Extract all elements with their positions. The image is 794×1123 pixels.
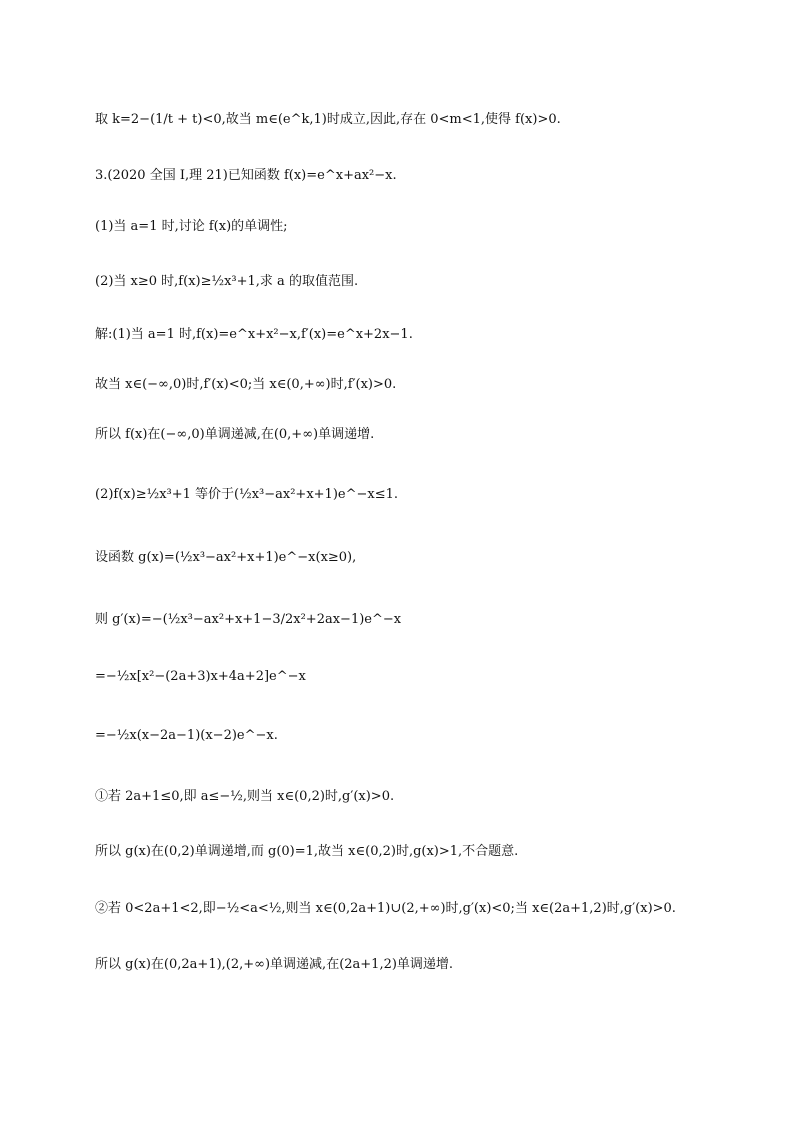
text-line: 解:(1)当 a=1 时,f(x)=e^x+x²−x,f′(x)=e^x+2x−1. (95, 327, 413, 342)
text-line: ①若 2a+1≤0,即 a≤−½,则当 x∈(0,2)时,g′(x)>0. (95, 789, 395, 804)
text-line: 取 k=2−(1/t + t)<0,故当 m∈(e^k,1)时成立,因此,存在 0<m<1,使得 f(x)>0. (95, 112, 561, 127)
text-line: 所以 g(x)在(0,2a+1),(2,+∞)单调递减,在(2a+1,2)单调递增. (95, 957, 454, 972)
text-line: (2)当 x≥0 时,f(x)≥½x³+1,求 a 的取值范围. (95, 274, 359, 289)
text-line: 设函数 g(x)=(½x³−ax²+x+1)e^−x(x≥0), (95, 550, 357, 565)
text-line: (2)f(x)≥½x³+1 等价于(½x³−ax²+x+1)e^−x≤1. (95, 487, 398, 502)
text-line: (1)当 a=1 时,讨论 f(x)的单调性; (95, 219, 288, 234)
text-line: 故当 x∈(−∞,0)时,f′(x)<0;当 x∈(0,+∞)时,f′(x)>0. (95, 377, 397, 392)
text-line: =−½x[x²−(2a+3)x+4a+2]e^−x (95, 669, 306, 684)
text-line: ②若 0<2a+1<2,即−½<a<½,则当 x∈(0,2a+1)∪(2,+∞)时,g′(x)<0;当 x∈(2a+1,2)时,g′(x)>0. (95, 901, 676, 916)
text-line: 则 g′(x)=−(½x³−ax²+x+1−3/2x²+2ax−1)e^−x (95, 612, 402, 627)
text-line: 3.(2020 全国 Ⅰ,理 21)已知函数 f(x)=e^x+ax²−x. (95, 168, 397, 183)
text-line: 所以 f(x)在(−∞,0)单调递减,在(0,+∞)单调递增. (95, 427, 375, 442)
text-line: 所以 g(x)在(0,2)单调递增,而 g(0)=1,故当 x∈(0,2)时,g(x)>1,不合题意. (95, 844, 519, 859)
text-line: =−½x(x−2a−1)(x−2)e^−x. (95, 728, 278, 743)
